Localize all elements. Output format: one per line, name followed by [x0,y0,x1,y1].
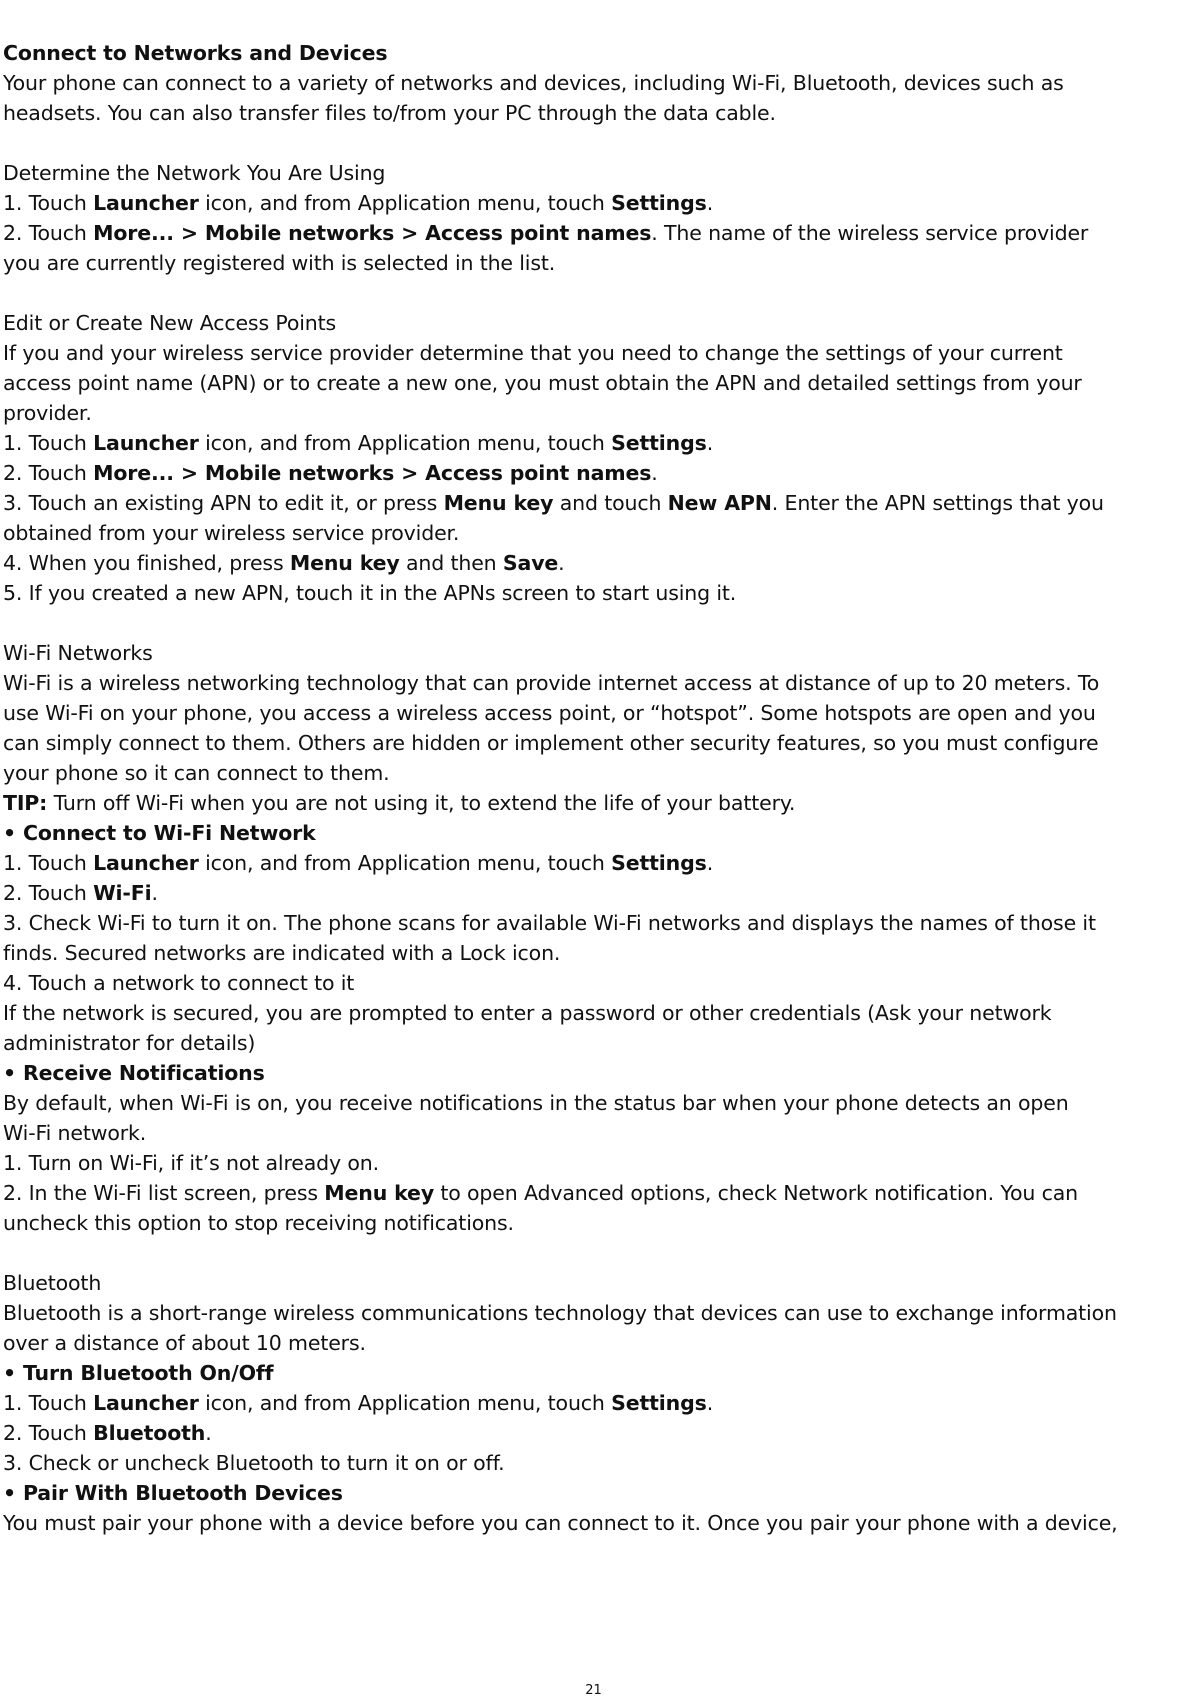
wifi-connect-heading: • Connect to Wi-Fi Network [3,821,316,845]
spacer [3,1238,1183,1268]
determine-step-1: 1. Touch Launcher icon, and from Application menu, touch Settings. [3,191,714,215]
apn-step-4: 4. When you finished, press Menu key and then Save. [3,551,565,575]
wifi-connect-note: If the network is secured, you are prompted to enter a password or other credentials (Ask your network [3,1001,1052,1025]
document-page [3,38,1183,1538]
determine-heading: Determine the Network You Are Using [3,161,386,185]
wifi-connect-step-1: 1. Touch Launcher icon, and from Application menu, touch Settings. [3,851,714,875]
apn-step-3-cont: obtained from your wireless service provider. [3,521,460,545]
apn-intro-line: provider. [3,401,92,425]
bluetooth-step-2: 2. Touch Bluetooth. [3,1421,212,1445]
section-title: Connect to Networks and Devices [3,41,388,65]
bluetooth-step-1: 1. Touch Launcher icon, and from Application menu, touch Settings. [3,1391,714,1415]
page-number: 21 [585,1683,602,1698]
bluetooth-toggle-heading: • Turn Bluetooth On/Off [3,1361,274,1385]
bluetooth-pair-intro: You must pair your phone with a device before you can connect to it. Once you pair your phone with a device, [3,1511,1118,1535]
wifi-intro-line: use Wi-Fi on your phone, you access a wireless access point, or “hotspot”. Some hotspots are open and you [3,701,1096,725]
bluetooth-intro: Bluetooth is a short-range wireless communications technology that devices can use to exchange information [3,1301,1117,1325]
wifi-tip: TIP: Turn off Wi-Fi when you are not using it, to extend the life of your battery. [3,791,796,815]
spacer [3,278,1183,308]
apn-intro-line: access point name (APN) or to create a new one, you must obtain the APN and detailed settings from your [3,371,1082,395]
intro-line: Your phone can connect to a variety of networks and devices, including Wi-Fi, Bluetooth, devices such as [3,71,1064,95]
intro-line: headsets. You can also transfer files to/from your PC through the data cable. [3,101,776,125]
wifi-notify-step-2: 2. In the Wi-Fi list screen, press Menu key to open Advanced options, check Network notification. You can [3,1181,1078,1205]
wifi-connect-step-2: 2. Touch Wi-Fi. [3,881,158,905]
determine-step-2: 2. Touch More... > Mobile networks > Access point names. The name of the wireless service provider [3,221,1089,245]
apn-step-1: 1. Touch Launcher icon, and from Application menu, touch Settings. [3,431,714,455]
wifi-notify-step-1: 1. Turn on Wi-Fi, if it’s not already on. [3,1151,379,1175]
determine-step-2-cont: you are currently registered with is selected in the list. [3,251,556,275]
wifi-notify-intro: By default, when Wi-Fi is on, you receive notifications in the status bar when your phone detects an open [3,1091,1069,1115]
apn-step-2: 2. Touch More... > Mobile networks > Access point names. [3,461,658,485]
wifi-connect-step-3: 3. Check Wi-Fi to turn it on. The phone scans for available Wi-Fi networks and displays the names of those it [3,911,1096,935]
spacer [3,128,1183,158]
apn-heading: Edit or Create New Access Points [3,311,337,335]
wifi-intro-line: Wi-Fi is a wireless networking technology that can provide internet access at distance of up to 20 meters. To [3,671,1100,695]
wifi-connect-step-4: 4. Touch a network to connect to it [3,971,355,995]
wifi-intro-line: your phone so it can connect to them. [3,761,390,785]
wifi-heading: Wi-Fi Networks [3,641,153,665]
bluetooth-step-3: 3. Check or uncheck Bluetooth to turn it on or off. [3,1451,505,1475]
wifi-connect-note: administrator for details) [3,1031,256,1055]
apn-intro-line: If you and your wireless service provider determine that you need to change the settings of your current [3,341,1063,365]
wifi-intro-line: can simply connect to them. Others are hidden or implement other security features, so you must configure [3,731,1099,755]
bluetooth-pair-heading: • Pair With Bluetooth Devices [3,1481,343,1505]
apn-step-3: 3. Touch an existing APN to edit it, or press Menu key and touch New APN. Enter the APN settings that you [3,491,1104,515]
wifi-notify-step-2-cont: uncheck this option to stop receiving notifications. [3,1211,514,1235]
wifi-notify-intro: Wi-Fi network. [3,1121,147,1145]
apn-step-5: 5. If you created a new APN, touch it in the APNs screen to start using it. [3,581,737,605]
wifi-notify-heading: • Receive Notifications [3,1061,265,1085]
bluetooth-intro: over a distance of about 10 meters. [3,1331,366,1355]
spacer [3,608,1183,638]
bluetooth-heading: Bluetooth [3,1271,102,1295]
wifi-connect-step-3-cont: finds. Secured networks are indicated with a Lock icon. [3,941,561,965]
